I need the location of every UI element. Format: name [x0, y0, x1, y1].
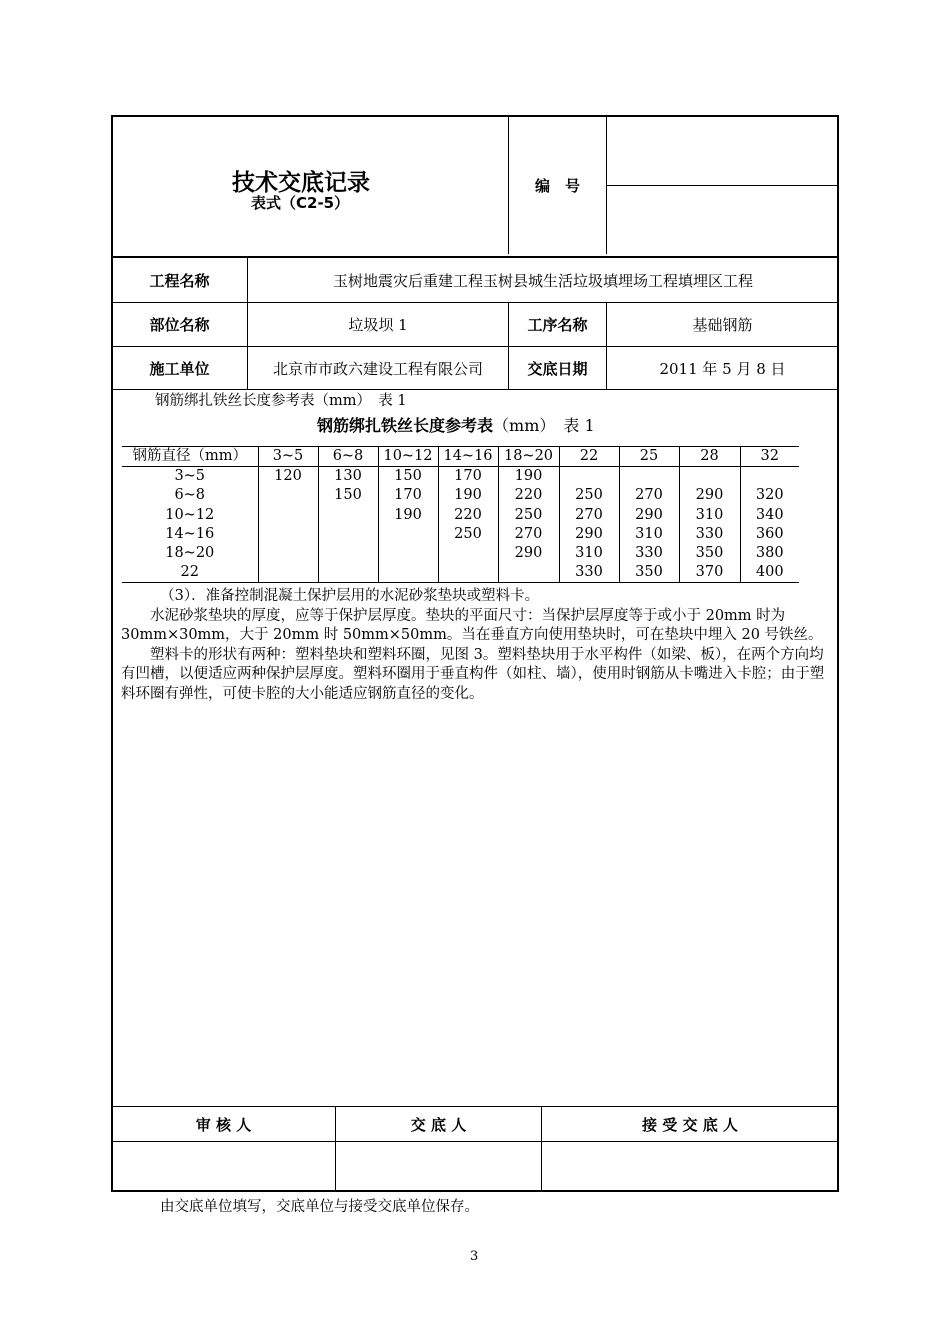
project-name-value: 玉树地震灾后重建工程玉树县城生活垃圾填埋场工程填埋区工程 [332, 271, 753, 290]
table-cell: 150 [334, 487, 362, 504]
constructor-label: 施工单位 [149, 359, 210, 378]
reviewer-label: 审 核 人 [195, 1115, 252, 1134]
table-header-cell: 14~16 [438, 447, 498, 467]
table-cell: 14~16 [165, 525, 215, 542]
table-header-cell: 28 [679, 447, 740, 467]
form-subtitle: 表式（C2-5） [251, 194, 350, 212]
table-cell: 330 [695, 525, 724, 542]
table-cell: 190 [454, 487, 482, 504]
table-cell: 290 [695, 487, 724, 504]
table-cell: 10~12 [165, 506, 215, 523]
table-cell: 220 [454, 506, 482, 523]
table-cell: 190 [394, 506, 422, 523]
number-value-1[interactable] [607, 117, 838, 185]
discloser-label: 交 底 人 [410, 1115, 467, 1134]
project-name-label: 工程名称 [149, 271, 210, 290]
table-cell: 130 [334, 468, 362, 485]
table-cell: 290 [514, 545, 543, 562]
paragraph-2: 水泥砂浆垫块的厚度，应等于保护层厚度。垫块的平面尺寸：当保护层厚度等于或小于 20mm 时为 30mm×30mm，大于 20mm 时 50mm×50mm。当在垂直方向使用垫块时，可在垫块中埋入 20 号铁丝。 [121, 607, 823, 643]
part-name-value: 垃圾坝 1 [348, 316, 408, 334]
receiver-label: 接 受 交 底 人 [642, 1115, 738, 1134]
table-cell: 120 [274, 468, 302, 485]
form-title: 技术交底记录 [232, 170, 370, 196]
date-value: 2011 年 5 月 8 日 [659, 359, 786, 378]
table-cell: 250 [514, 506, 543, 523]
table-header-row [122, 447, 799, 467]
table-body-row [122, 467, 799, 583]
table-header-cell: 6~8 [318, 447, 378, 467]
table-cell: 270 [635, 487, 663, 504]
table-col-9 [679, 467, 740, 583]
date-label: 交底日期 [527, 359, 588, 378]
table-cell: 330 [575, 564, 603, 581]
process-name-label: 工序名称 [527, 316, 588, 334]
table-cell: 320 [755, 487, 784, 504]
table-cell: 350 [635, 564, 663, 581]
table-cell: 290 [635, 506, 663, 523]
table-cell: 150 [394, 468, 422, 485]
table-cell: 310 [695, 506, 724, 523]
table-col-10 [740, 467, 799, 583]
part-name-label: 部位名称 [149, 316, 210, 334]
process-name-value: 基础钢筋 [692, 316, 753, 334]
table-cell: 350 [695, 545, 724, 562]
table-header-cell: 10~12 [378, 447, 438, 467]
paragraph-1: （3）．准备控制混凝土保护层用的水泥砂浆垫块或塑料卡。 [160, 588, 540, 604]
discloser-signature-field[interactable] [336, 1142, 541, 1191]
footer-note: 由交底单位填写，交底单位与接受交底单位保存。 [160, 1199, 479, 1215]
table-col-8 [619, 467, 679, 583]
constructor-value: 北京市市政六建设工程有限公司 [272, 359, 483, 378]
table-cell: 310 [635, 525, 663, 542]
table-cell: 22 [180, 564, 199, 581]
number-value-2[interactable] [607, 186, 838, 254]
table-cell: 270 [575, 506, 603, 523]
reviewer-signature-field[interactable] [112, 1142, 335, 1191]
table-cell: 250 [575, 487, 603, 504]
reference-table [122, 446, 799, 583]
table-cell: 340 [755, 506, 784, 523]
table-header-cell: 22 [559, 447, 619, 467]
table-cell: 250 [454, 525, 482, 542]
number-label: 编 号 [534, 177, 580, 195]
table-cell: 190 [514, 468, 543, 485]
caption-bold-suffix: （mm） 表 1 [493, 416, 595, 435]
table-cell: 220 [514, 487, 543, 504]
table-col-3 [318, 467, 378, 583]
table-cell: 380 [755, 545, 784, 562]
table-cell: 400 [755, 564, 784, 581]
table-cell: 170 [394, 487, 422, 504]
page-number: 3 [470, 1249, 479, 1264]
table-cell: 370 [695, 564, 724, 581]
table-cell: 330 [635, 545, 663, 562]
table-cell: 290 [575, 525, 603, 542]
table-cell: 170 [454, 468, 482, 485]
table-col-4 [378, 467, 438, 583]
table-header-cell: 3~5 [258, 447, 318, 467]
caption-bold-text: 钢筋绑扎铁丝长度参考表 [317, 416, 494, 435]
table-col-2 [258, 467, 318, 583]
content-text [121, 587, 833, 704]
table-caption-small: 钢筋绑扎铁丝长度参考表（mm） 表 1 [155, 393, 407, 409]
divider [112, 389, 838, 390]
table-cell: 310 [575, 545, 603, 562]
table-col-7 [559, 467, 619, 583]
table-header-cell: 18~20 [498, 447, 559, 467]
table-cell: 270 [514, 525, 543, 542]
receiver-signature-field[interactable] [542, 1142, 838, 1191]
table-col-5 [438, 467, 498, 583]
table-cell: 3~5 [174, 468, 206, 485]
table-caption-bold [317, 413, 595, 436]
table-col-6 [498, 467, 559, 583]
table-cell: 6~8 [174, 487, 206, 504]
table-col-1 [122, 467, 258, 583]
table-header-cell: 25 [619, 447, 679, 467]
table-cell: 360 [755, 525, 784, 542]
table-header-cell: 32 [740, 447, 799, 467]
table-cell: 18~20 [165, 545, 215, 562]
table-header-cell: 钢筋直径（mm） [122, 447, 258, 467]
paragraph-3: 塑料卡的形状有两种：塑料垫块和塑料环圈，见图 3。塑料垫块用于水平构件（如梁、板），在两个方向均有凹槽，以便适应两种保护层厚度。塑料环圈用于垂直构件（如柱、墙），使用时钢筋从卡嘴进入卡腔；由于塑料环圈有弹性，可使卡腔的大小能适应钢筋直径的变化。 [121, 646, 825, 702]
